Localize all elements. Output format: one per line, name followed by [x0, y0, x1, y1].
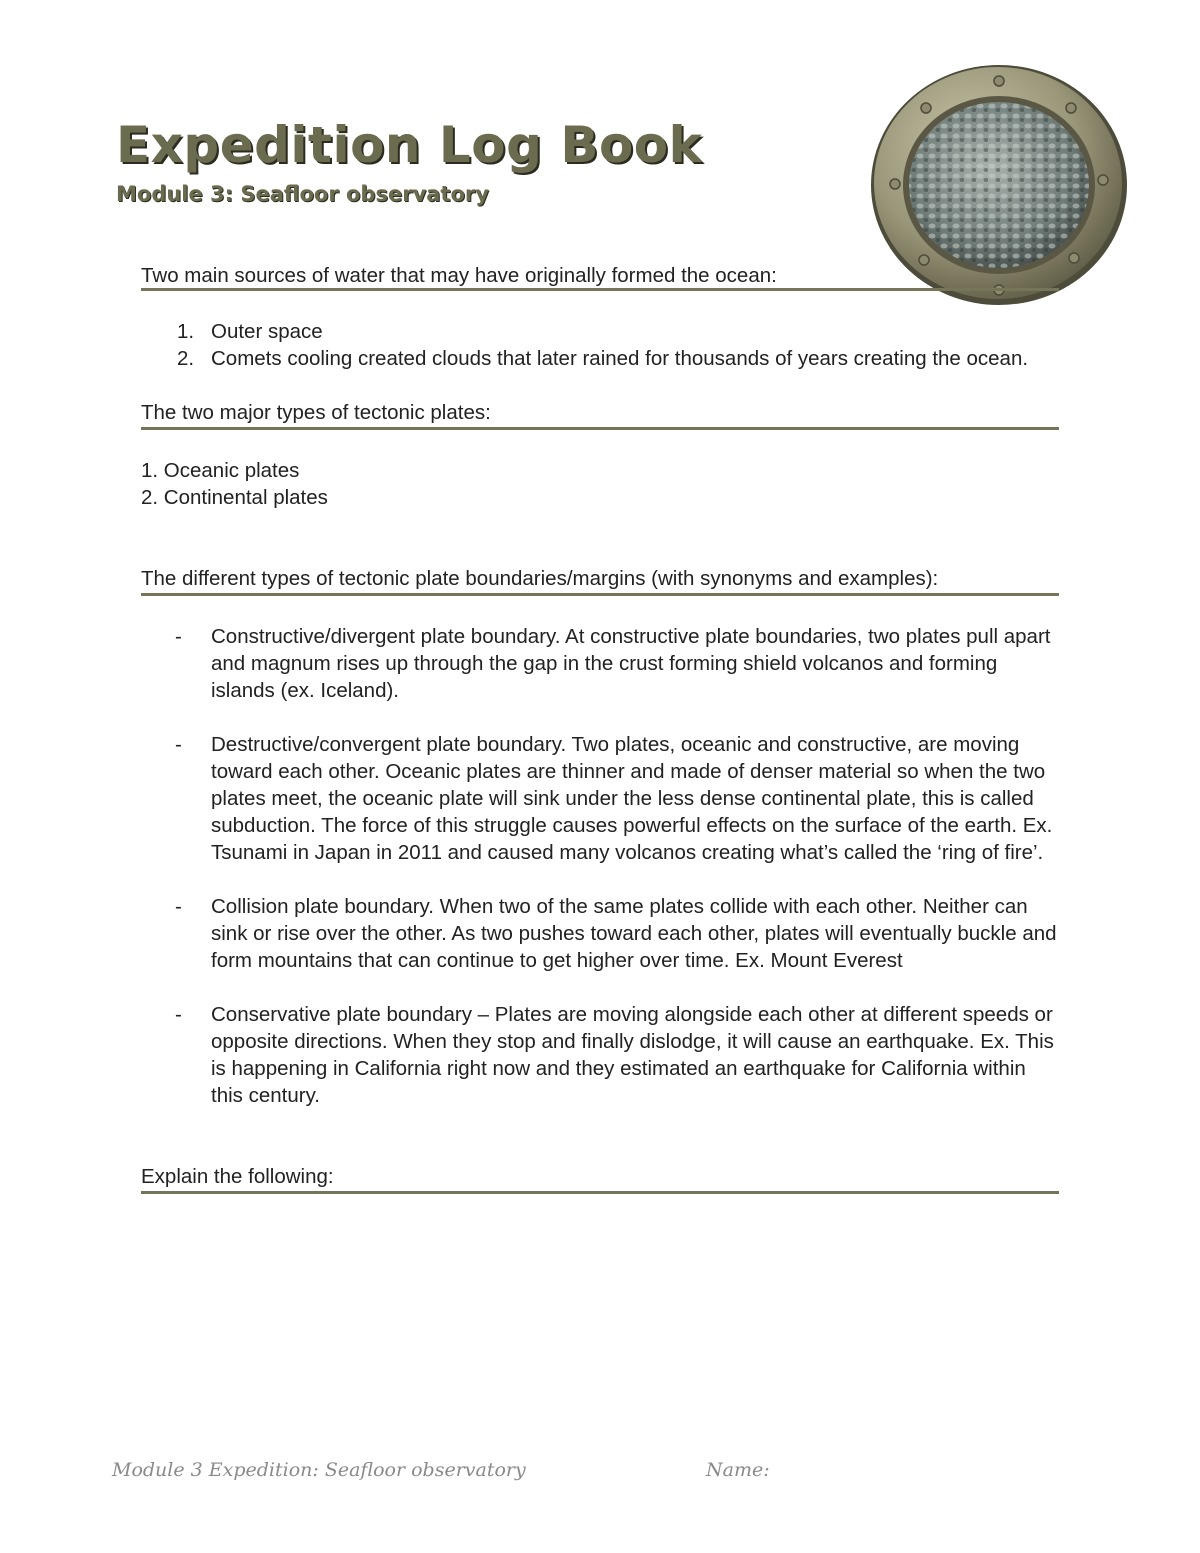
list-item: 1. Oceanic plates — [141, 459, 300, 482]
question-explain: Explain the following: — [141, 1163, 1059, 1194]
list-item — [141, 318, 1059, 345]
list-item-text: Destructive/convergent plate boundary. Two plates, oceanic and constructive, are moving toward each other. Oceanic plates are thinner and made of denser material so when the two plates meet, the oceanic plate will sink under the less dense continental plate, this is called subduction. The force of this struggle causes powerful effects on the surface of the earth. Ex. Tsunami in Japan in 2011 and caused many volcanos creating what’s called the ‘ring of fire’. — [211, 733, 1053, 864]
list-item-text: Constructive/divergent plate boundary. At constructive plate boundaries, two plates pull apart and magnum rises up through the gap in the crust forming shield volcanos and forming islands (ex. Iceland). — [211, 625, 1051, 702]
list-marker: - — [175, 895, 182, 918]
boundaries-list — [141, 623, 1059, 1109]
list-item — [141, 1001, 1059, 1109]
question-water-sources: Two main sources of water that may have originally formed the ocean: — [141, 264, 777, 287]
list-item — [141, 731, 1059, 866]
list-item — [141, 623, 1059, 704]
list-item — [141, 345, 1059, 372]
list-number: 1. — [177, 320, 195, 343]
question-plate-types: The two major types of tectonic plates: — [141, 399, 1059, 430]
footer-module-title: Module 3 Expedition: Seafloor observatory — [112, 1459, 526, 1481]
list-item: 2. Continental plates — [141, 486, 328, 509]
list-item-text: Collision plate boundary. When two of the same plates collide with each other. Neither can sink or rise over the other. As two pushes toward each other, plates will eventually buckle and form mountains that can continue to get higher over time. Ex. Mount Everest — [211, 895, 1057, 972]
plate-types-list — [141, 457, 1059, 511]
list-item-text: Comets cooling created clouds that later rained for thousands of years creating the ocean. — [211, 347, 1029, 370]
list-item-text: Outer space — [211, 320, 323, 343]
water-sources-list — [141, 318, 1059, 372]
list-marker: - — [175, 625, 182, 648]
list-number: 2. — [177, 347, 195, 370]
log-content — [141, 262, 1059, 1194]
footer-name-label: Name: — [706, 1459, 770, 1481]
list-item — [141, 893, 1059, 974]
list-marker: - — [175, 733, 182, 756]
page-subtitle: Module 3: Seafloor observatory — [116, 182, 489, 206]
page-title: Expedition Log Book — [116, 116, 703, 174]
list-item-text: Conservative plate boundary – Plates are moving alongside each other at different speeds or opposite directions. When they stop and finally dislodge, it will cause an earthquake. Ex. This is happening in California right now and they estimated an earthquake for California within this century. — [211, 1003, 1054, 1107]
question-plate-boundaries: The different types of tectonic plate boundaries/margins (with synonyms and examples): — [141, 565, 1059, 596]
list-marker: - — [175, 1003, 182, 1026]
